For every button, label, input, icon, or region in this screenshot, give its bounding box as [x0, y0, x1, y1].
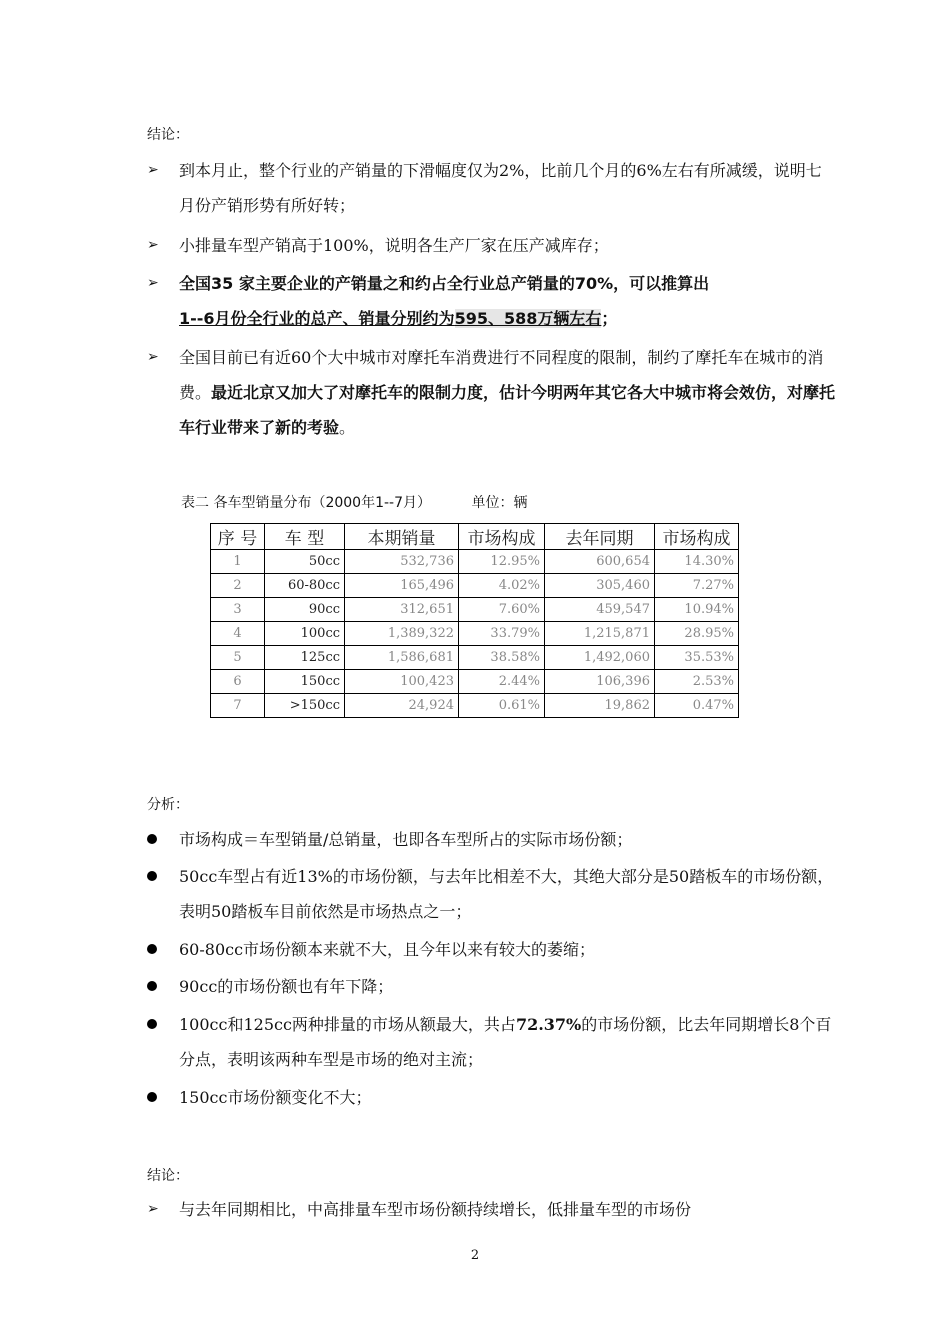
- conclusion-item-text: 全国35 家主要企业的产销量之和约占全行业总产销量的70%，可以推算出: [179, 274, 710, 293]
- arrow-bullet-icon: ➢: [147, 1201, 159, 1217]
- analysis-item-text: 市场构成＝车型销量/总销量，也即各车型所占的实际市场份额；: [179, 830, 633, 849]
- sales-distribution-table: [210, 523, 739, 718]
- conclusion-item-end: 。: [339, 418, 356, 437]
- table-cell: 4: [211, 622, 265, 646]
- table-header-cell: 序 号: [211, 524, 265, 550]
- conclusion-item-end: ；: [601, 309, 618, 328]
- table-cell: 28.95%: [655, 622, 739, 646]
- table-cell: 50cc: [265, 550, 345, 574]
- table-cell: 0.61%: [459, 694, 545, 718]
- bullet-dot-icon: [147, 981, 157, 991]
- table-cell: 0.47%: [655, 694, 739, 718]
- conclusion2-heading: 结论：: [147, 1168, 189, 1184]
- arrow-bullet-icon: ➢: [147, 349, 159, 365]
- table-cell: 305,460: [545, 574, 655, 598]
- table-cell: 312,651: [345, 598, 459, 622]
- table-cell: 1,586,681: [345, 646, 459, 670]
- table-cell: 1: [211, 550, 265, 574]
- table-caption-unit: 单位：辆: [471, 495, 528, 511]
- conclusion-item: [147, 266, 837, 336]
- table-cell: 24,924: [345, 694, 459, 718]
- bullet-dot-icon: [147, 834, 157, 844]
- table-cell: 2.53%: [655, 670, 739, 694]
- table-cell: 7.27%: [655, 574, 739, 598]
- table-cell: 3: [211, 598, 265, 622]
- table-cell: 14.30%: [655, 550, 739, 574]
- page-number: 2: [470, 1248, 480, 1263]
- analysis-item-text: 90cc的市场份额也有年下降；: [179, 977, 394, 996]
- table-cell: 2: [211, 574, 265, 598]
- bullet-dot-icon: [147, 944, 157, 954]
- arrow-bullet-icon: ➢: [147, 275, 159, 291]
- table-cell: 459,547: [545, 598, 655, 622]
- table-cell: 6: [211, 670, 265, 694]
- table-header-cell: 本期销量: [345, 524, 459, 550]
- conclusion-item-emphasis: 最近北京又加大了对摩托车的限制力度，估计今明两年其它各大中城市将会效仿，对摩托车行业带来了新的考验: [179, 383, 836, 437]
- table-header-cell: 市场构成: [655, 524, 739, 550]
- conclusion-item-estimate-value: 595、588万辆左右: [454, 309, 602, 328]
- table-cell: 60-80cc: [265, 574, 345, 598]
- analysis-item: [147, 822, 837, 857]
- conclusion-item-text: 全国目前已有近60个大中城市对摩托车消费进行不同程度的限制，制约了摩托车在城市的消费。: [179, 348, 824, 402]
- table-cell: 100,423: [345, 670, 459, 694]
- table-cell: 12.95%: [459, 550, 545, 574]
- conclusion2-item: [147, 1192, 837, 1227]
- analysis-item-emphasis: 72.37%: [515, 1015, 582, 1034]
- table-row: [211, 694, 739, 718]
- arrow-bullet-icon: ➢: [147, 162, 159, 178]
- table-cell: 600,654: [545, 550, 655, 574]
- analysis-item-text: 60-80cc市场份额本来就不大，且今年以来有较大的萎缩；: [179, 940, 596, 959]
- arrow-bullet-icon: ➢: [147, 237, 159, 253]
- table-caption: [181, 492, 527, 512]
- conclusion2-item-text: 与去年同期相比，中高排量车型市场份额持续增长，低排量车型的市场份: [179, 1200, 692, 1219]
- table-cell: 7: [211, 694, 265, 718]
- table-cell: 100cc: [265, 622, 345, 646]
- table-row: [211, 598, 739, 622]
- table-caption-title: 表二 各车型销量分布（2000年1--7月）: [181, 495, 431, 511]
- table-header-cell: 市场构成: [459, 524, 545, 550]
- analysis-heading: 分析：: [147, 797, 189, 813]
- table-cell: 35.53%: [655, 646, 739, 670]
- conclusion-item-text: 小排量车型产销高于100%，说明各生产厂家在压产减库存；: [179, 236, 609, 255]
- analysis-item: [147, 859, 837, 929]
- table-cell: 7.60%: [459, 598, 545, 622]
- table-cell: 165,496: [345, 574, 459, 598]
- bullet-dot-icon: [147, 871, 157, 881]
- table-cell: 10.94%: [655, 598, 739, 622]
- conclusion-item: [147, 340, 837, 445]
- table-cell: 2.44%: [459, 670, 545, 694]
- table-cell: 1,492,060: [545, 646, 655, 670]
- table-cell: 1,389,322: [345, 622, 459, 646]
- table-cell: 106,396: [545, 670, 655, 694]
- analysis-item-text: 150cc市场份额变化不大；: [179, 1088, 372, 1107]
- table-row: [211, 670, 739, 694]
- table-cell: 33.79%: [459, 622, 545, 646]
- table-cell: 5: [211, 646, 265, 670]
- analysis-item: [147, 932, 837, 967]
- analysis-item: [147, 1080, 837, 1115]
- analysis-item: [147, 1007, 837, 1077]
- conclusion-item: [147, 153, 837, 223]
- table-row: [211, 574, 739, 598]
- analysis-item: [147, 969, 837, 1004]
- table-cell: 90cc: [265, 598, 345, 622]
- table-header-cell: 车 型: [265, 524, 345, 550]
- table-cell: 1,215,871: [545, 622, 655, 646]
- table-cell: 19,862: [545, 694, 655, 718]
- table-cell: 150cc: [265, 670, 345, 694]
- table-row: [211, 646, 739, 670]
- analysis-item-text: 50cc车型占有近13%的市场份额，与去年比相差不大，其绝大部分是50踏板车的市场份额，表明50踏板车目前依然是市场热点之一；: [179, 867, 834, 921]
- table-cell: 532,736: [345, 550, 459, 574]
- table-header-row: [211, 524, 739, 550]
- bullet-dot-icon: [147, 1019, 157, 1029]
- bullet-dot-icon: [147, 1092, 157, 1102]
- conclusion-item: [147, 228, 837, 263]
- table-cell: >150cc: [265, 694, 345, 718]
- conclusion-heading: 结论：: [147, 127, 189, 143]
- conclusion-item-text: 到本月止，整个行业的产销量的下滑幅度仅为2%，比前几个月的6%左右有所减缓，说明七月份产销形势有所好转；: [179, 161, 822, 215]
- table-cell: 4.02%: [459, 574, 545, 598]
- conclusion-item-estimate-text: 1--6月份全行业的总产、销量分别约为: [179, 309, 455, 328]
- analysis-item-text: 100cc和125cc两种排量的市场从额最大，共占: [179, 1015, 516, 1034]
- table-header-cell: 去年同期: [545, 524, 655, 550]
- analysis-item-end: 的市场份额，比去年同期增长8个百分点，表明该两种车型是市场的绝对主流；: [179, 1015, 832, 1069]
- table-cell: 38.58%: [459, 646, 545, 670]
- table-row: [211, 550, 739, 574]
- table-cell: 125cc: [265, 646, 345, 670]
- table-row: [211, 622, 739, 646]
